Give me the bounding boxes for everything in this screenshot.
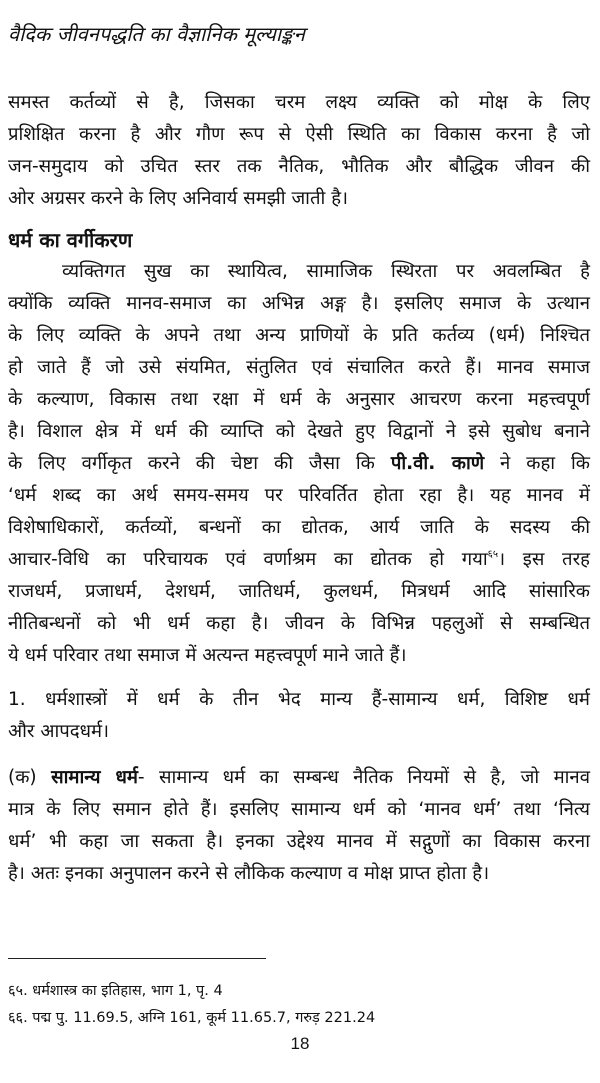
text-segment: प्रशिक्षित करना है और गौण रूप से ऐसी स्थिति का विकास करना है जो	[8, 124, 590, 145]
text-line	[8, 482, 590, 510]
text-line	[8, 322, 590, 350]
page-number: 18	[290, 1034, 310, 1053]
text-segment: ओर अग्रसर करने के लिए अनिवार्य समझी जाती है।	[8, 188, 349, 209]
text-segment: ये धर्म परिवार तथा समाज में अत्यन्त महत्त्वपूर्ण माने जाते हैं।	[8, 645, 407, 666]
section-heading	[8, 226, 590, 254]
text-line	[8, 514, 590, 542]
text-line	[8, 686, 590, 714]
text-segment: जन-समुदाय को उचित स्तर तक नैतिक, भौतिक और बौद्धिक जीवन की	[8, 156, 590, 177]
text-segment: के लिए वर्गीकृत करने की चेष्टा की जैसा कि	[8, 453, 391, 474]
text-line	[8, 578, 590, 606]
text-line	[8, 185, 590, 213]
text-line	[8, 718, 590, 746]
text-segment: समस्त कर्तव्यों से है, जिसका चरम लक्ष्य व्यक्ति को मोक्ष के लिए	[8, 92, 590, 113]
text-segment: नीतिबन्धनों को भी धर्म कहा है। जीवन के विभिन्न पहलुओं से सम्बन्धित	[8, 613, 590, 634]
footnote-ref: ६५	[487, 549, 499, 560]
text-segment: और आपदधर्म।	[8, 721, 110, 742]
text-segment: विशेषाधिकारों, कर्तव्यों, बन्धनों का द्योतक, आर्य जाति के सदस्य की	[8, 517, 590, 538]
footnote-divider	[8, 958, 266, 959]
footnote: ६५. धर्मशास्त्र का इतिहास, भाग 1, पृ. 4	[8, 983, 223, 999]
text-line	[8, 546, 590, 574]
text-segment: के लिए व्यक्ति के अपने तथा अन्य प्राणियों के प्रति कर्तव्य (धर्म) निश्चित	[8, 325, 590, 346]
text-segment: 1. धर्मशास्त्रों में धर्म के तीन भेद मान्य हैं-सामान्य धर्म, विशिष्ट धर्म	[8, 689, 590, 710]
text-segment: ने कहा कि	[484, 453, 591, 474]
text-line	[8, 764, 590, 792]
text-segment: हो जाते हैं जो उसे संयमित, संतुलित एवं संचालित करते हैं। मानव समाज	[8, 357, 590, 378]
text-line	[8, 354, 590, 382]
text-line	[8, 418, 590, 446]
bold-term: पी.वी. काणे	[390, 453, 485, 474]
text-line	[8, 386, 590, 414]
text-line	[8, 828, 590, 856]
text-line	[8, 860, 590, 888]
text-segment: । इस तरह	[498, 549, 590, 570]
text-line	[8, 796, 590, 824]
text-segment: व्यक्तिगत सुख का स्थायित्व, सामाजिक स्थिरता पर अवलम्बित है	[62, 261, 590, 282]
text-line	[8, 121, 590, 149]
text-segment: के कल्याण, विकास तथा रक्षा में धर्म के अनुसार आचरण करना महत्त्वपूर्ण	[8, 389, 590, 410]
text-line	[8, 642, 590, 670]
footnote: ६६. पद्म पु. 11.69.5, अग्नि 161, कूर्म 11.65.7, गरुड़ 221.24	[8, 1010, 376, 1026]
text-line	[8, 258, 590, 286]
text-line	[8, 450, 590, 478]
text-segment: (क)	[8, 767, 52, 788]
text-line	[8, 610, 590, 638]
text-segment: धर्म’ भी कहा जा सकता है। इनका उद्देश्य मानव में सद्गुणों का विकास करना	[8, 831, 590, 852]
text-segment: - सामान्य धर्म का सम्बन्ध नैतिक नियमों से है, जो मानव	[137, 767, 590, 788]
text-line	[8, 89, 590, 117]
text-line	[8, 153, 590, 181]
text-segment: राजधर्म, प्रजाधर्म, देशधर्म, जातिधर्म, कुलधर्म, मित्रधर्म आदि सांसारिक	[8, 581, 590, 602]
running-header: वैदिक जीवनपद्धति का वैज्ञानिक मूल्याङ्कन	[8, 22, 305, 46]
text-line	[8, 290, 590, 318]
text-segment: है। अतः इनका अनुपालन करने से लौकिक कल्याण व मोक्ष प्राप्त होता है।	[8, 863, 490, 884]
text-segment: है। विशाल क्षेत्र में धर्म की व्याप्ति को देखते हुए विद्वानों ने इसे सुबोध बनाने	[8, 421, 590, 442]
text-segment: मात्र के लिए समान होते हैं। इसलिए सामान्य धर्म को ‘मानव धर्म’ तथा ‘नित्य	[8, 799, 590, 820]
text-segment: धर्म का वर्गीकरण	[8, 228, 133, 252]
bold-term: सामान्य धर्म	[51, 767, 138, 788]
text-segment: ‘धर्म शब्द का अर्थ समय-समय पर परिवर्तित होता रहा है। यह मानव में	[8, 485, 590, 506]
text-segment: आचार-विधि का परिचायक एवं वर्णाश्रम का द्योतक हो गया	[8, 549, 488, 570]
text-segment: क्योंकि व्यक्ति मानव-समाज का अभिन्न अङ्ग है। इसलिए समाज के उत्थान	[8, 293, 590, 314]
